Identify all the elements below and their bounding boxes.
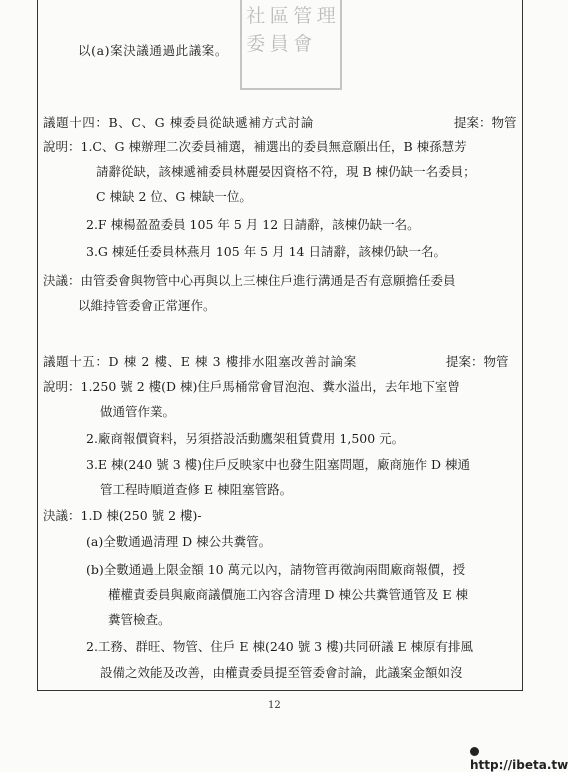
seal-char: 委	[246, 33, 266, 55]
agenda-15-resolution-2-cont: 設備之效能及改善，由權責委員提至管委會討論，此議案金額如沒	[100, 665, 463, 680]
agenda-14-explanation-2: 2.F 棟楊盈盈委員 105 年 5 月 12 日請辭，該棟仍缺一名。	[86, 217, 420, 232]
agenda-15-explanation-1-cont: 做通管作業。	[100, 404, 176, 419]
agenda-15-title: 議題十五：D 棟 2 樓、E 棟 3 樓排水阻塞改善討論案	[43, 354, 357, 369]
agenda-14-title: 議題十四：B、C、G 棟委員從缺遞補方式討論	[43, 115, 314, 130]
agenda-14-explanation-1-cont: 請辭從缺，該棟遞補委員林麗晏因資格不符，現 B 棟仍缺一名委員；	[96, 164, 476, 179]
agenda-15-explanation-1: 說明：1.250 號 2 樓(D 棟)住戶馬桶常會冒泡泡、糞水溢出，去年地下室曾	[43, 379, 460, 394]
seal-char: 理	[316, 5, 336, 27]
watermark-dot-icon	[470, 747, 479, 756]
agenda-14-explanation-3: 3.G 棟延任委員林燕月 105 年 5 月 14 日請辭，該棟仍缺一名。	[86, 244, 446, 259]
seal-characters	[244, 2, 338, 86]
agenda-14-explanation-1-cont2: C 棟缺 2 位、G 棟缺一位。	[96, 189, 252, 204]
page-number: 12	[268, 700, 281, 711]
seal-char: 社	[246, 5, 266, 27]
agenda-15-explanation-3-cont: 管工程時順道查修 E 棟阻塞管路。	[100, 482, 293, 497]
resolution-line: 以(a)案決議通過此議案。	[78, 43, 229, 58]
seal-char: 管	[293, 5, 313, 27]
agenda-15-resolution-1b-cont: 權權責委員與廠商議價施工內容含清理 D 棟公共糞管通管及 E 棟	[108, 587, 469, 602]
agenda-14-resolution-cont: 以維持管委會正常運作。	[78, 298, 216, 313]
site-watermark	[470, 744, 568, 772]
agenda-15-proposer: 提案：物管	[446, 354, 509, 369]
seal-char: 會	[293, 33, 313, 55]
agenda-14-resolution: 決議：由管委會與物管中心再與以上三棟住戶進行溝通是否有意願擔任委員	[43, 273, 456, 288]
agenda-15-resolution-1b-cont2: 糞管檢查。	[108, 612, 171, 627]
agenda-14-proposer: 提案：物管	[454, 115, 517, 130]
agenda-15-explanation-2: 2.廠商報價資料，另須搭設活動鷹架租賃費用 1,500 元。	[86, 431, 405, 446]
agenda-15-resolution-1a: (a)全數通過清理 D 棟公共糞管。	[86, 534, 272, 549]
agenda-15-resolution-1b: (b)全數通過上限金額 10 萬元以內，請物管再徵詢兩間廠商報價，授	[86, 562, 466, 577]
agenda-15-resolution-2: 2.工務、群旺、物管、住戶 E 棟(240 號 3 樓)共同研議 E 棟原有排風	[86, 639, 474, 654]
seal-char: 區	[269, 5, 289, 27]
watermark-text: http://ibeta.tw	[470, 758, 568, 772]
agenda-14-explanation-1: 說明：1.C、G 棟辦理二次委員補選，補選出的委員無意願出任，B 棟孫慧芳	[43, 139, 467, 154]
seal-char: 員	[269, 33, 289, 55]
committee-seal-stamp	[240, 0, 346, 92]
agenda-15-explanation-3: 3.E 棟(240 號 3 樓)住戶反映家中也發生阻塞問題，廠商施作 D 棟通	[86, 457, 470, 472]
agenda-15-resolution-1: 決議：1.D 棟(250 號 2 樓)-	[43, 508, 202, 523]
